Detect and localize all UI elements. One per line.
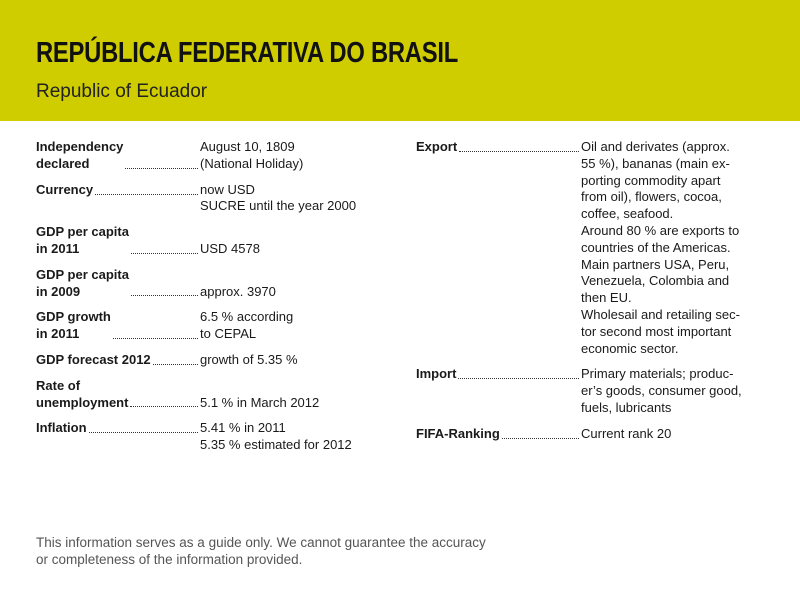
facts-right-column bbox=[416, 139, 766, 452]
fact-label: Import bbox=[416, 366, 457, 382]
country-subtitle: Republic of Ecuador bbox=[36, 81, 208, 102]
fact-value: August 10, 1809 (National Holiday) bbox=[200, 139, 304, 171]
fact-entry-fifa bbox=[416, 426, 766, 443]
fact-entry-unemployment bbox=[36, 378, 396, 412]
leader-dots bbox=[130, 406, 198, 407]
leader-dots bbox=[502, 438, 579, 439]
fact-label: Currency bbox=[36, 181, 94, 197]
leader-dots bbox=[113, 338, 198, 339]
leader-dots bbox=[131, 295, 198, 296]
fact-entry-currency bbox=[36, 182, 396, 216]
fact-label: GDP growth in 2011 bbox=[36, 309, 111, 342]
fact-label: Rate of unemployment bbox=[36, 377, 129, 410]
fact-value: Current rank 20 bbox=[581, 425, 672, 441]
fact-label: FIFA-Ranking bbox=[416, 425, 500, 441]
fact-value: 5.41 % in 2011 5.35 % estimated for 2012 bbox=[200, 420, 352, 453]
fact-label: GDP forecast 2012 bbox=[36, 351, 151, 367]
fact-entry-gdp-2009 bbox=[36, 267, 396, 301]
leader-dots bbox=[125, 168, 198, 169]
header-banner bbox=[0, 0, 800, 121]
leader-dots bbox=[89, 432, 198, 433]
fact-value: Primary materials; produc- er’s goods, consumer good, fuels, lubricants bbox=[581, 366, 742, 415]
fact-value: 6.5 % according to CEPAL bbox=[200, 309, 294, 342]
fact-value: USD 4578 bbox=[200, 240, 260, 256]
facts-left-column bbox=[36, 139, 396, 463]
fact-entry-gdp-growth bbox=[36, 309, 396, 343]
fact-label: GDP per capita in 2011 bbox=[36, 224, 129, 256]
fact-entry-independency bbox=[36, 139, 396, 173]
fact-entry-gdp-forecast bbox=[36, 352, 396, 369]
fact-label: Export bbox=[416, 139, 458, 154]
leader-dots bbox=[459, 151, 579, 152]
fact-label: Inflation bbox=[36, 420, 87, 436]
leader-dots bbox=[95, 194, 198, 195]
disclaimer-text: This information serves as a guide only. We cannot guarantee the accuracy or completeness of the information provided. bbox=[36, 535, 486, 567]
fact-label: Independency declared bbox=[36, 139, 124, 171]
fact-entry-export bbox=[416, 139, 766, 357]
fact-value: growth of 5.35 % bbox=[200, 351, 298, 367]
leader-dots bbox=[153, 364, 198, 365]
country-title: REPÚBLICA FEDERATIVA DO BRASIL bbox=[36, 37, 458, 69]
leader-dots bbox=[458, 378, 579, 379]
fact-value: 5.1 % in March 2012 bbox=[200, 394, 320, 410]
leader-dots bbox=[131, 253, 198, 254]
fact-label: GDP per capita in 2009 bbox=[36, 266, 129, 299]
fact-value: approx. 3970 bbox=[200, 283, 276, 299]
fact-entry-inflation bbox=[36, 420, 396, 454]
fact-value: now USD SUCRE until the year 2000 bbox=[200, 181, 357, 214]
fact-entry-gdp-2011 bbox=[36, 224, 396, 258]
fact-entry-import bbox=[416, 366, 766, 416]
fact-value: Oil and derivates (approx. 55 %), bananas (main ex- porting commodity apart from oil), flowers, cocoa, coffee, seafood. Around 80 % are exports to countries of the Americas. Main partners USA, Peru, Venezuela, Colombia and then EU. Wholesail and retailing sec- tor second most important economic sector. bbox=[581, 139, 740, 356]
